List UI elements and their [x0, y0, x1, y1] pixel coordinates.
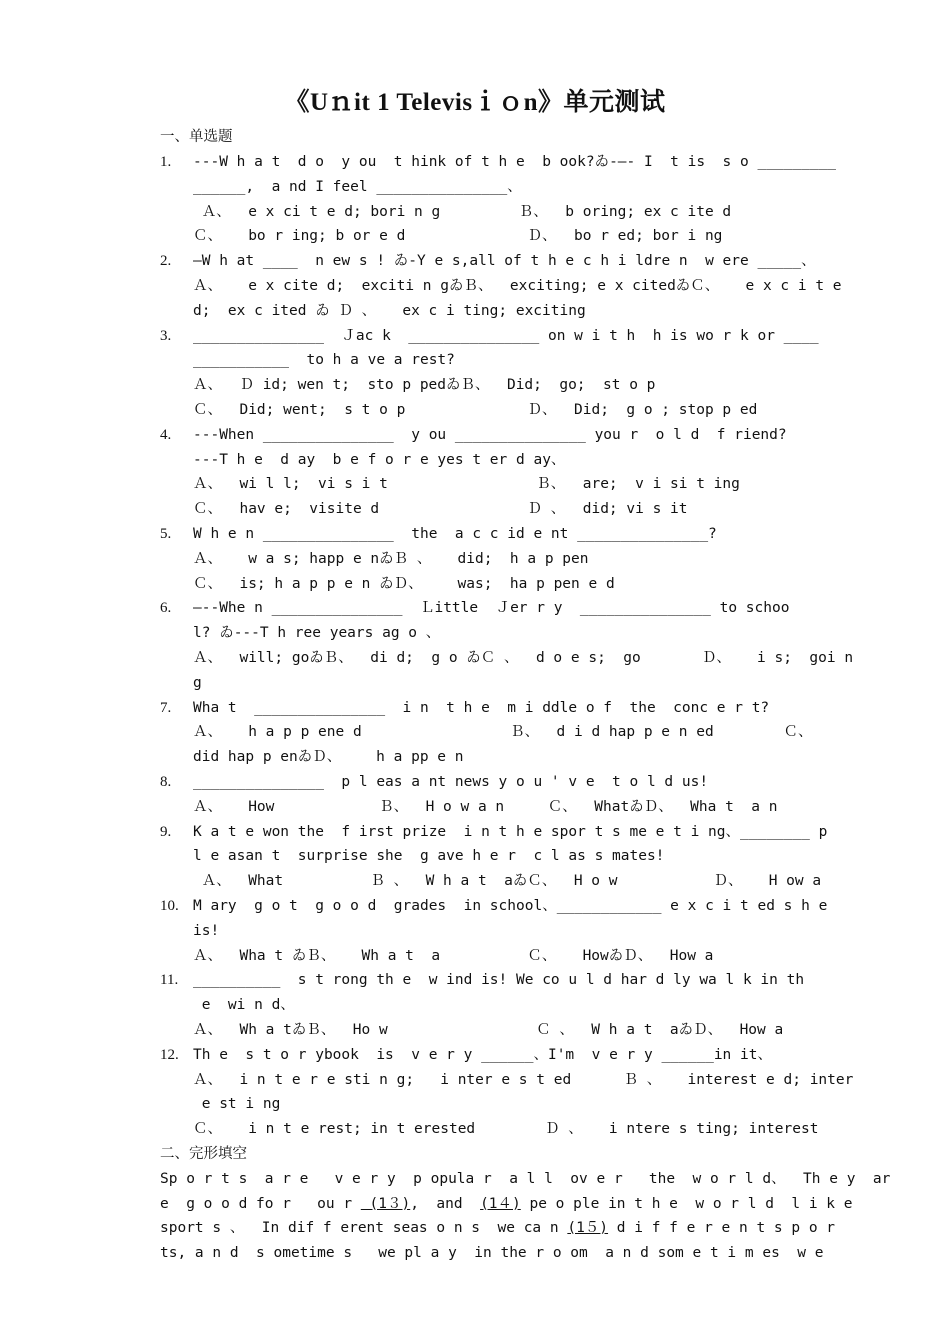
- question-number: 8.: [160, 774, 172, 790]
- question-number: 1.: [160, 154, 172, 170]
- section-heading-single-choice: 一、单选题: [160, 129, 233, 145]
- document-title: 《Uｎit 1 Televisｉｏn》单元测试: [284, 89, 666, 116]
- question-line: Ａ、 will; goゐＢ、 di d; g o ゐＣ 、 d o e s; go Ｄ、 i s; goi n: [193, 650, 854, 666]
- question-number: 10.: [160, 898, 179, 914]
- blank-marker: (1３): [360, 1195, 411, 1212]
- passage-text: sport s 、 In dif f erent seas o n s we ca n: [160, 1220, 568, 1237]
- passage-line: [160, 1216, 836, 1241]
- question-line: Ａ、 w a s; happ e nゐＢ 、 did; h a p pen: [193, 550, 589, 567]
- question-line: l? ゐ---T h ree years ag o 、: [193, 625, 441, 642]
- question-text: —W h at ____ n ew s ! ゐ-Y e s,all of t h e c h i ldre n w ere _____、: [193, 253, 816, 270]
- section-heading-cloze: 二、完形填空: [160, 1146, 247, 1162]
- passage-line: [160, 1167, 891, 1192]
- passage-text: d i f f e r e n t s p o r: [608, 1220, 836, 1237]
- question-line: Ａ、 i n t e r e sti n g; i nter e s t ed Ｂ 、 interest e d; inter: [193, 1071, 854, 1088]
- question-line: Ｃ、 bo r ing; b or e d Ｄ、 bo r ed; bor i ng: [193, 228, 723, 245]
- question-number: 2.: [160, 253, 172, 270]
- blank-marker: (1５): [567, 1220, 609, 1237]
- question-line: Ｃ、 i n t e rest; in t erested Ｄ 、 i ntere s ting; interest: [193, 1121, 819, 1138]
- question-line: ---T h e d ay b e f o r e yes t er d ay、: [193, 451, 566, 468]
- question-text: K a t e won the f irst prize i n t h e spor t s me e t i ng、________ p: [193, 823, 828, 840]
- question-line: Ｃ、 is; h a p p e n ゐＤ、 was; ha p pen e d: [193, 575, 615, 592]
- question-line: g: [193, 674, 202, 691]
- question-line: Ａ、 Ｄ id; wen t; sto p pedゐＢ、 Did; go; st o p: [193, 377, 656, 394]
- question-text: ---When _______________ y ou _______________ you r o l d f riend?: [193, 426, 787, 443]
- question-number: 6.: [160, 600, 172, 617]
- question-text: ---W h a t d o y ou t hink of t h e b ook?ゐ-—- I t is s o _________: [193, 154, 837, 170]
- question-line: Ｃ、 Did; went; s t o p Ｄ、 Did; g o ; stop p ed: [193, 402, 758, 418]
- question-text: Wha t _______________ i n t h e m i ddle o f the conc e r t?: [193, 699, 770, 716]
- question-line: l e asan t surprise she g ave h e r c l as s mates!: [193, 848, 665, 865]
- question-text: __________ s t rong th e w ind is! We co u l d har d ly wa l k in th: [193, 972, 805, 989]
- question-number: 3.: [160, 327, 172, 344]
- question-line: ______, a nd I feel _______________、: [193, 178, 522, 195]
- blank-marker: (1４): [480, 1195, 521, 1212]
- question-line: d; ex c ited ゐ Ｄ 、 ex c i ting; exciting: [193, 302, 586, 319]
- question-text: M ary g o t g o o d grades in school、____________ e x c i t ed s h e: [193, 898, 828, 914]
- question-number: 12.: [160, 1046, 179, 1063]
- question-line: Ａ、 h a p p ene d Ｂ、 d i d hap p e n ed Ｃ、: [193, 724, 813, 741]
- passage-line: [160, 1192, 853, 1217]
- question-line: e wi n d、: [193, 997, 295, 1014]
- question-number: 11.: [160, 972, 179, 989]
- question-text: _______________ Ｊac k _______________ on w i t h h is wo r k or ____: [193, 327, 819, 344]
- question-number: 4.: [160, 426, 172, 443]
- question-line: is!: [193, 922, 220, 939]
- question-line: did hap p enゐＤ、 h a pp e n: [193, 749, 464, 766]
- passage-text: e g o o d fo r ou r: [160, 1195, 361, 1212]
- question-text: —--Whe n _______________ Ｌittle Ｊer r y _______________ to schoo: [193, 600, 790, 617]
- question-text: W h e n _______________ the a c c id e nt _______________?: [193, 526, 717, 542]
- question-line: Ａ、 e x cite d; exciti n gゐＢ、 exciting; e x citedゐＣ、 e x c i t e: [193, 278, 842, 294]
- question-number: 7.: [160, 699, 172, 716]
- question-line: e st i ng: [193, 1096, 281, 1113]
- question-number: 5.: [160, 526, 172, 542]
- question-text: _______________ p l eas a nt news y o u ' v e t o l d us!: [193, 774, 709, 790]
- question-text: Th e s t o r ybook is v e r y ______、I'm v e r y ______in it、: [193, 1046, 772, 1063]
- question-line: Ｃ、 hav e; visite d Ｄ 、 did; vi s it: [193, 501, 688, 518]
- passage-text: Sp o r t s a r e v e r y p opula r a l l ov e r the w o r l d、 Th e y ar: [160, 1170, 891, 1187]
- question-line: Ａ、 How Ｂ、 H o w a n Ｃ、 WhatゐＤ、 Wha t a n: [193, 798, 778, 815]
- passage-text: pe o ple in t h e w o r l d l i k e: [520, 1195, 853, 1212]
- question-line: Ａ、 What Ｂ 、 W h a t aゐＣ、 H o w Ｄ、 H ow a: [193, 873, 822, 890]
- question-line: Ａ、 e x ci t e d; bori n g Ｂ、 b oring; ex c ite d: [193, 203, 732, 220]
- question-line: Ａ、 Wha t ゐＢ、 Wh a t a Ｃ、 HowゐＤ、 How a: [193, 947, 714, 964]
- question-line: Ａ、 Wh a tゐＢ、 Ho w Ｃ 、 W h a t aゐＤ、 How a: [193, 1022, 784, 1038]
- passage-text: , and: [410, 1195, 481, 1212]
- passage-text: ts, a n d s ometime s we pl a y in the r o om a n d som e t i m es w e: [160, 1245, 824, 1262]
- question-number: 9.: [160, 823, 172, 840]
- passage-line: [160, 1241, 824, 1266]
- question-line: Ａ、 wi l l; vi s i t Ｂ、 are; v i si t ing: [193, 476, 740, 493]
- question-line: ___________ to h a ve a rest?: [193, 352, 455, 369]
